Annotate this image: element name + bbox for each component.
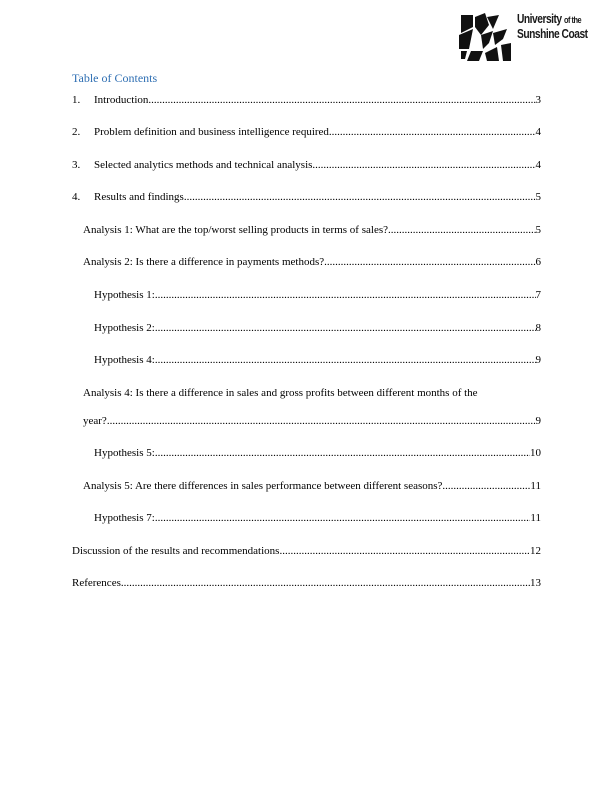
toc-dot-leader: [155, 445, 530, 461]
toc-entry-number: 4.: [72, 191, 81, 203]
toc-entry-title: Hypothesis 1:: [94, 289, 155, 301]
toc-dot-leader: [184, 189, 536, 205]
toc-entry-analytics-methods[interactable]: [72, 157, 541, 173]
toc-entry-hypothesis-4[interactable]: [94, 352, 541, 368]
toc-entry-hypothesis-1[interactable]: [94, 287, 541, 303]
toc-entry-title: References: [72, 577, 121, 589]
toc-entry-page: 4: [535, 159, 541, 171]
toc-entry-hypothesis-2[interactable]: [94, 320, 541, 336]
toc-dot-leader: [148, 92, 535, 108]
toc-entry-problem-definition[interactable]: [72, 124, 541, 140]
toc-entry-references[interactable]: [72, 575, 541, 591]
toc-entry-title: Hypothesis 7:: [94, 512, 155, 524]
toc-entry-page: 11: [530, 480, 541, 492]
logo-line1-main: University: [517, 12, 562, 26]
toc-entry-page: 7: [535, 289, 541, 301]
toc-entry-title: Problem definition and business intelligence required: [94, 126, 329, 138]
toc-entry-title: Hypothesis 4:: [94, 354, 155, 366]
toc-entry-title: Analysis 5: Are there differences in sales performance between different seasons?: [83, 480, 443, 492]
toc-dot-leader: [155, 320, 536, 336]
logo-line1-small: of the: [564, 15, 582, 25]
toc-entry-title: Results and findings: [94, 191, 184, 203]
toc-dot-leader: [155, 510, 531, 526]
toc-entry-discussion[interactable]: [72, 543, 541, 559]
toc-entry-page: 5: [535, 224, 541, 236]
toc-entry-introduction[interactable]: [72, 92, 541, 108]
usc-logo-mark-icon: [459, 13, 511, 61]
toc-entry-title: Selected analytics methods and technical analysis: [94, 159, 313, 171]
toc-entry-analysis-2[interactable]: [83, 254, 541, 270]
toc-entry-page: 8: [535, 322, 541, 334]
toc-dot-leader: [388, 222, 536, 238]
toc-entry-number: 2.: [72, 126, 81, 138]
toc-entry-title: Hypothesis 2:: [94, 322, 155, 334]
logo-line2: Sunshine Coast: [517, 27, 588, 41]
toc-entry-page: 11: [530, 512, 541, 524]
toc-entry-page: 3: [535, 94, 541, 106]
toc-dot-leader: [155, 287, 536, 303]
toc-dot-leader: [155, 352, 536, 368]
toc-entry-page: 12: [530, 545, 541, 557]
toc-entry-page: 6: [535, 256, 541, 268]
toc-entry-title: Hypothesis 5:: [94, 447, 155, 459]
toc-entry-title: Analysis 1: What are the top/worst selling products in terms of sales?: [83, 224, 388, 236]
toc-entry-analysis-4[interactable]: [83, 413, 541, 429]
toc-dot-leader: [442, 478, 530, 494]
toc-entry-analysis-4-line1[interactable]: Analysis 4: Is there a difference in sales and gross profits between different months of the: [83, 387, 478, 399]
toc-dot-leader: [324, 254, 535, 270]
toc-dot-leader: [121, 575, 530, 591]
toc-heading: Table of Contents: [72, 71, 158, 85]
toc-entry-page: 10: [530, 447, 541, 459]
toc-entry-page: 4: [535, 126, 541, 138]
toc-entry-analysis-1[interactable]: [83, 222, 541, 238]
toc-entry-analysis-5[interactable]: [83, 478, 541, 494]
toc-entry-page: 9: [535, 415, 541, 427]
toc-entry-hypothesis-5[interactable]: [94, 445, 541, 461]
toc-entry-number: 3.: [72, 159, 81, 171]
toc-entry-number: 1.: [72, 94, 81, 106]
toc-entry-page: 13: [530, 577, 541, 589]
toc-entry-hypothesis-7[interactable]: [94, 510, 541, 526]
toc-dot-leader: [279, 543, 530, 559]
toc-entry-title: Discussion of the results and recommendations: [72, 545, 280, 557]
toc-entry-page: 9: [535, 354, 541, 366]
toc-dot-leader: [312, 157, 535, 173]
university-logo: [459, 11, 589, 65]
toc-entry-title: Analysis 2: Is there a difference in payments methods?: [83, 256, 325, 268]
university-name: [517, 12, 603, 41]
toc-entry-results-findings[interactable]: [72, 189, 541, 205]
toc-dot-leader: [107, 413, 536, 429]
toc-entry-title: Introduction: [94, 94, 149, 106]
toc-entry-title: year?: [83, 415, 107, 427]
toc-entry-page: 5: [535, 191, 541, 203]
toc-dot-leader: [329, 124, 536, 140]
